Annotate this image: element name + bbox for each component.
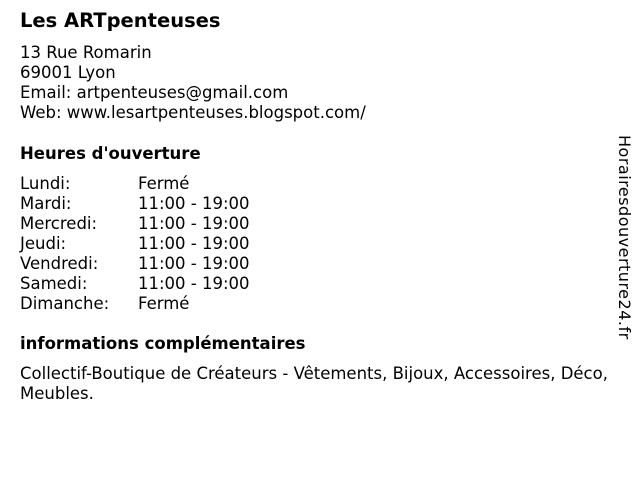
hours-row	[20, 234, 250, 254]
email-line	[20, 83, 366, 103]
hours-time: 11:00 - 19:00	[138, 254, 250, 273]
hours-day: Jeudi:	[20, 234, 67, 253]
email-value: artpenteuses@gmail.com	[76, 83, 289, 102]
hours-time: 11:00 - 19:00	[138, 214, 250, 233]
hours-time: Fermé	[138, 294, 190, 313]
hours-time: 11:00 - 19:00	[138, 194, 250, 213]
web-label: Web:	[20, 103, 62, 122]
hours-day: Mercredi:	[20, 214, 98, 233]
hours-time: Fermé	[138, 174, 190, 193]
web-value: www.lesartpenteuses.blogspot.com/	[66, 103, 366, 122]
business-name: Les ARTpenteuses	[20, 9, 221, 32]
info-heading: informations complémentaires	[20, 334, 306, 353]
hours-day: Samedi:	[20, 274, 88, 293]
hours-day: Dimanche:	[20, 294, 110, 313]
hours-table	[20, 174, 250, 314]
email-label: Email:	[20, 83, 72, 102]
street-address: 13 Rue Romarin	[20, 43, 152, 62]
hours-row	[20, 254, 250, 274]
hours-row	[20, 274, 250, 294]
info-description: Collectif-Boutique de Créateurs - Vêtements, Bijoux, Accessoires, Déco, Meubles.	[20, 364, 608, 403]
hours-time: 11:00 - 19:00	[138, 274, 250, 293]
address-block	[20, 43, 366, 123]
hours-row	[20, 214, 250, 234]
city-address: 69001 Lyon	[20, 63, 116, 82]
hours-row	[20, 174, 250, 194]
web-line	[20, 103, 366, 123]
hours-day: Vendredi:	[20, 254, 99, 273]
hours-heading: Heures d'ouverture	[20, 144, 201, 163]
hours-time: 11:00 - 19:00	[138, 234, 250, 253]
hours-row	[20, 194, 250, 214]
hours-day: Lundi:	[20, 174, 71, 193]
hours-day: Mardi:	[20, 194, 72, 213]
hours-row	[20, 294, 250, 314]
watermark-text: Horairesdouverture24.fr	[615, 135, 634, 340]
